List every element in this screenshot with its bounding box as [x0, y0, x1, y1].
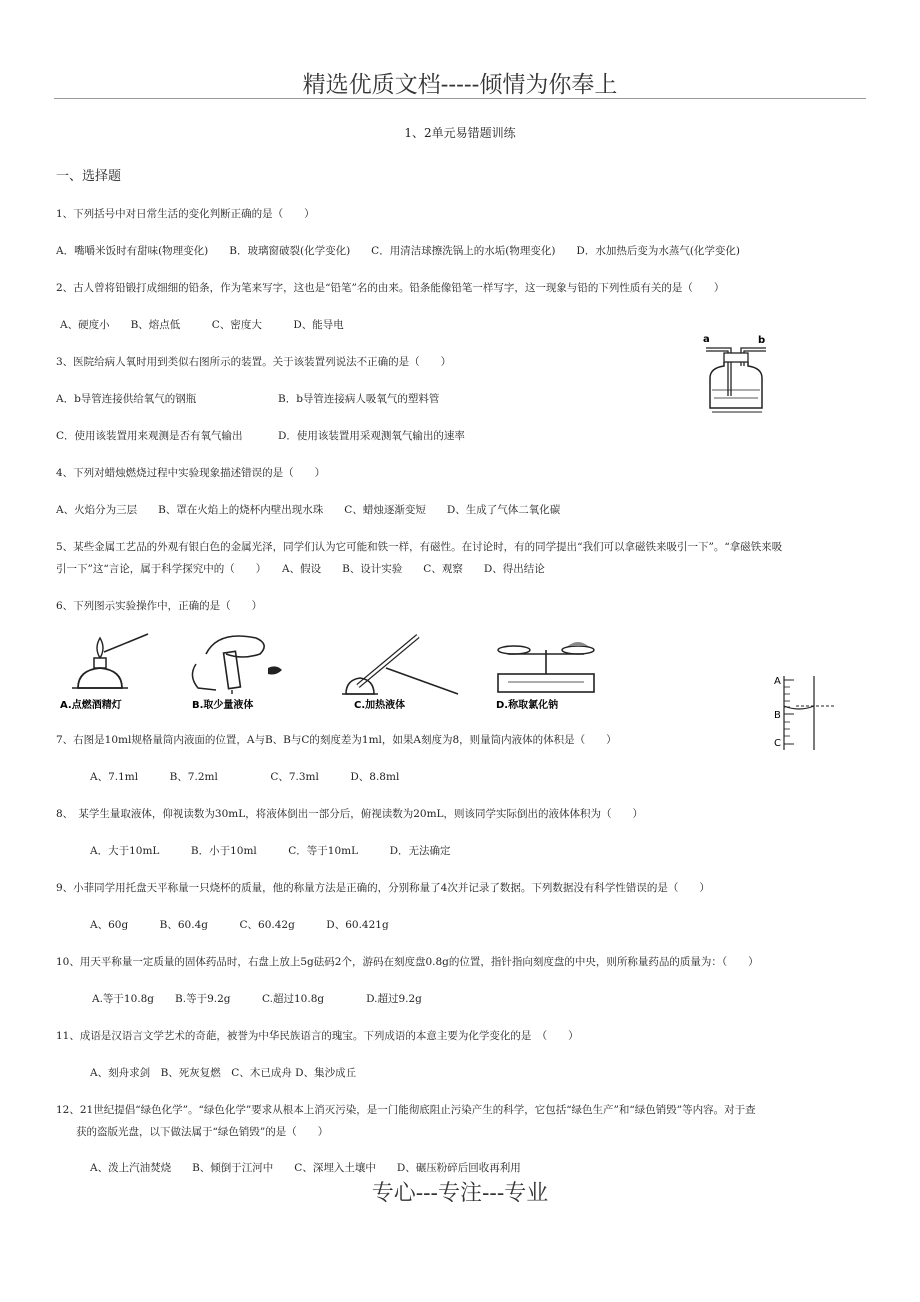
question-7-stem: 7、右图是10ml规格量筒内液面的位置，A与B、B与C的刻度差为1ml，如果A刻度为8，则量筒内液体的体积是（ ） [56, 734, 617, 746]
question-12-line-2: 获的盗版光盘，以下做法属于“绿色销毁”的是（ ） [76, 1126, 329, 1138]
caption-a: A.点燃酒精灯 [60, 700, 122, 711]
question-9-stem: 9、小菲同学用托盘天平称量一只烧杯的质量，他的称量方法是正确的，分别称量了4次并记录了数据。下列数据没有科学性错误的是（ ） [56, 882, 710, 894]
dropper-drawing [192, 636, 282, 694]
alcohol-lamp-drawing [72, 634, 148, 688]
question-7-options: A、7.1ml B、7.2ml C、7.3ml D、8.8ml [90, 771, 400, 783]
question-9-options: A、60g B、60.4g C、60.42g D、60.421g [90, 919, 389, 931]
question-1-stem: 1、下列括号中对日常生活的变化判断正确的是（ ） [56, 208, 315, 220]
header-divider [54, 98, 866, 99]
heating-liquid-drawing [342, 636, 458, 694]
caption-d: D.称取氯化钠 [496, 700, 559, 711]
cylinder-label-c: C [774, 738, 781, 749]
page-footer: 专心---专注---专业 [371, 1181, 549, 1206]
gas-bottle-figure [698, 332, 774, 416]
question-8-stem: 8、 某学生量取液体，仰视读数为30mL，将液体倒出一部分后，俯视读数为20mL，则该同学实际倒出的液体体积为（ ） [56, 808, 644, 820]
question-11-stem: 11、成语是汉语言文学艺术的奇葩，被誉为中华民族语言的瑰宝。下列成语的本意主要为化学变化的是 （ ） [56, 1030, 579, 1042]
question-6-stem: 6、下列图示实验操作中，正确的是（ ） [56, 600, 263, 612]
figure-label-a: a [703, 334, 710, 345]
question-12-options: A、泼上汽油焚烧 B、倾倒于江河中 C、深埋入土壤中 D、碾压粉碎后回收再利用 [90, 1162, 521, 1174]
measuring-cylinder-figure [768, 672, 840, 752]
question-10-stem: 10、用天平称量一定质量的固体药品时，右盘上放上5g砝码2个，游码在刻度盘0.8g的位置，指针指向刻度盘的中央，则所称量药品的质量为：（ ） [56, 956, 759, 968]
question-2-stem: 2、古人曾将铅锻打成细细的铅条，作为笔来写字，这也是“铅笔”名的由来。铅条能像铅笔一样写字，这一现象与铅的下列性质有关的是（ ） [56, 282, 725, 294]
question-2-options: A、硬度小 B、熔点低 C、密度大 D、能导电 [60, 319, 344, 331]
caption-b: B.取少量液体 [192, 700, 254, 711]
cylinder-label-a: A [774, 676, 781, 687]
balance-drawing [498, 642, 594, 692]
section-heading: 一、选择题 [56, 169, 122, 184]
question-5-line-2: 引一下”这“言论，属于科学探究中的（ ） A、假设 B、设计实验 C、观察 D、得出结论 [56, 563, 545, 575]
question-4-stem: 4、下列对蜡烛燃烧过程中实验现象描述错误的是（ ） [56, 467, 326, 479]
question-12-line-1: 12、21世纪提倡“绿色化学”。“绿色化学”要求从根本上消灭污染，是一门能彻底阻止污染产生的科学，它包括“绿色生产”和“绿色销毁”等内容。对于查 [56, 1104, 756, 1116]
document-title: 1、2单元易错题训练 [404, 126, 516, 140]
question-8-options: A．大于10mL B．小于10ml C．等于10mL D．无法确定 [90, 845, 451, 857]
question-3-option-d: D．使用该装置用采观测氧气输出的速率 [278, 430, 465, 442]
question-11-options: A、刻舟求剑 B、死灰复燃 C、木已成舟 D、集沙成丘 [90, 1067, 357, 1079]
question-4-options: A、火焰分为三层 B、罩在火焰上的烧杯内壁出现水珠 C、蜡烛逐渐变短 D、生成了气体二氧化碳 [56, 504, 561, 516]
figure-label-b: b [758, 335, 766, 346]
question-3-stem: 3、医院给病人氧时用到类似右图所示的装置。关于该装置列说法不正确的是（ ） [56, 356, 452, 368]
caption-c: C.加热液体 [354, 700, 406, 711]
page-header-title: 精选优质文档-----倾情为你奉上 [302, 72, 618, 98]
cylinder-label-b: B [774, 710, 781, 721]
question-10-options: A.等于10.8g B.等于9.2g C.超过10.8g D.超过9.2g [92, 993, 422, 1005]
question-5-line-1: 5、某些金属工艺品的外观有银白色的金属光泽，同学们认为它可能和铁一样，有磁性。在讨论时，有的同学提出“我们可以拿磁铁来吸引一下”。“拿磁铁来吸 [56, 541, 783, 553]
question-3-option-b: B．b导管连接病人吸氧气的塑料管 [278, 393, 440, 405]
question-1-options: A．嘴嚼米饭时有甜味(物理变化) B．玻璃窗破裂(化学变化) C．用清洁球擦洗锅上的水垢(物理变化) D．水加热后变为水蒸气(化学变化) [56, 245, 741, 257]
question-3-option-a: A．b导管连接供给氧气的钢瓶 [56, 393, 197, 405]
lab-operations-figure [56, 624, 616, 712]
question-3-option-c: C．使用该装置用来观测是否有氧气输出 [56, 430, 243, 442]
